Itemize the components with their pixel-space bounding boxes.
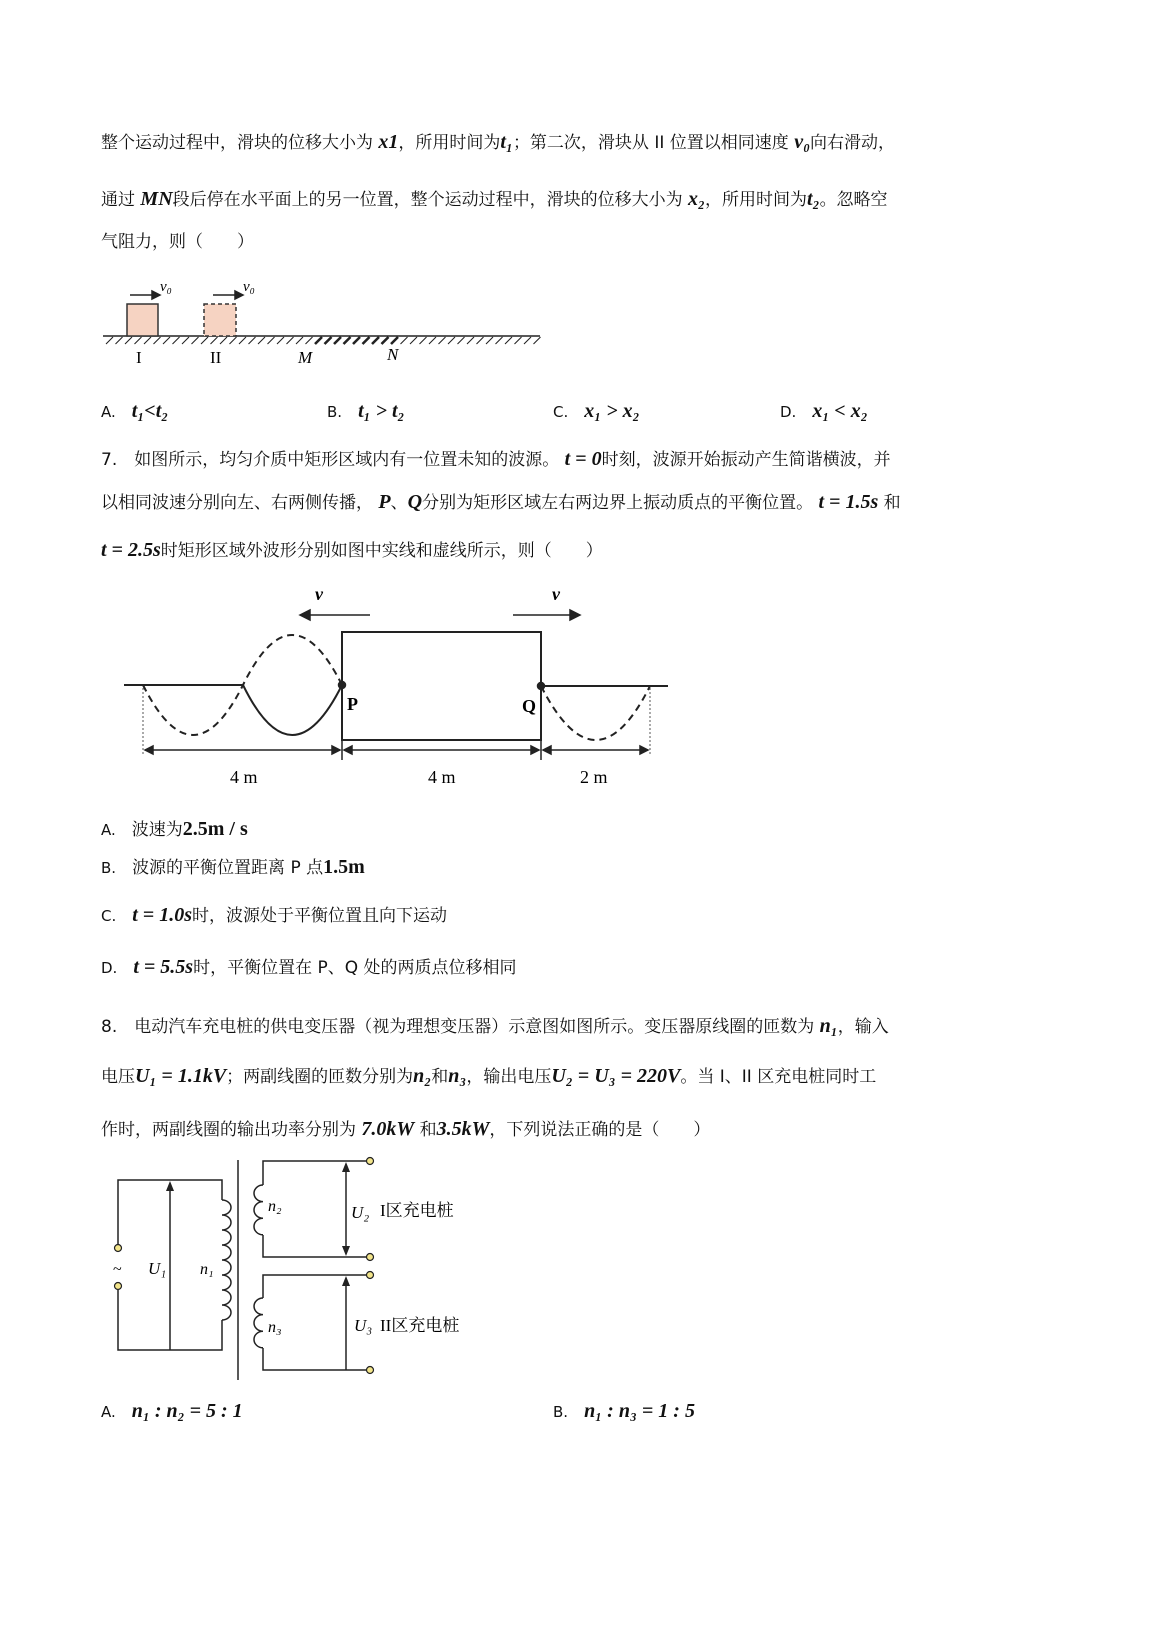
option-label: C.: [101, 907, 117, 925]
option-math: 2.5m / s: [182, 818, 248, 840]
text-segment: ，输入: [837, 1017, 889, 1037]
option-text: n₁ : n₃ = 1 : 5: [584, 1400, 695, 1422]
option-label: A.: [101, 1403, 116, 1421]
option-text: 时，平衡位置在 P、Q 处的两质点位移相同: [193, 958, 517, 978]
option-label: B.: [327, 403, 343, 421]
math-expression: t = 2.5s: [101, 539, 161, 561]
option-label: B.: [101, 859, 117, 877]
text-segment: 、: [390, 493, 408, 513]
secondary-coil-2: [254, 1185, 263, 1235]
option-label: D.: [101, 959, 118, 977]
distance-label-right: 2 m: [580, 767, 608, 787]
math-expression: U₁ = 1.1kV: [135, 1065, 227, 1087]
option-label: A.: [101, 821, 116, 839]
option-text: x₁ > x₂: [584, 400, 640, 422]
math-expression: n₃: [448, 1065, 467, 1087]
point-q-label: Q: [522, 696, 537, 716]
text-segment: ，所用时间为: [398, 133, 501, 153]
option-label: C.: [553, 403, 569, 421]
option-text: 波源的平衡位置距离 P 点: [132, 858, 324, 878]
text-segment: ，下列说法正确的是（ ）: [489, 1120, 711, 1140]
math-expression: t = 1.5s: [818, 491, 879, 513]
option-math: 1.5m: [323, 856, 365, 878]
text-segment: 电压: [101, 1067, 135, 1087]
option-text: n₁ : n₂ = 5 : 1: [131, 1400, 243, 1422]
option-math: t = 5.5s: [133, 956, 194, 978]
distance-label-left: 4 m: [230, 767, 258, 787]
distance-label-middle: 4 m: [428, 767, 456, 787]
zone-1-charger-label: I区充电桩: [380, 1201, 454, 1220]
option-text: x₁ < x₂: [812, 400, 868, 422]
text-segment: 时刻，波源开始振动产生简谐横波，并: [601, 450, 891, 470]
math-expression: n₁: [819, 1015, 838, 1037]
text-segment: ，输出电压: [466, 1067, 552, 1087]
text-segment: 。忽略空: [819, 190, 888, 210]
text-segment: 整个运动过程中，滑块的位移大小为: [101, 133, 379, 153]
text-segment: ；两副线圈的匝数分别为: [226, 1067, 414, 1087]
velocity-label: v₀: [243, 279, 255, 295]
text-segment: 以相同波速分别向左、右两侧传播，: [101, 493, 379, 513]
q8-option-b[interactable]: [553, 1400, 695, 1423]
option-label: A.: [101, 403, 116, 421]
text-segment: 8. 电动汽车充电桩的供电变压器（视为理想变压器）示意图如图所示。变压器原线圈的匝数为: [101, 1017, 820, 1037]
math-expression: MN: [140, 188, 173, 210]
label-n: N: [387, 345, 399, 364]
math-expression: t₁: [500, 131, 513, 153]
label-position-2: II: [210, 348, 222, 367]
math-expression: 1: [388, 131, 399, 153]
zone-2-charger-label: II区充电桩: [380, 1316, 460, 1335]
option-text: t₁<t₂: [131, 400, 169, 422]
text-segment: 作时，两副线圈的输出功率分别为: [101, 1120, 362, 1140]
text-segment: 段后停在水平面上的另一位置，整个运动过程中，滑块的位移大小为: [172, 190, 689, 210]
text-segment: 气阻力，则（ ）: [101, 232, 254, 252]
label-m: M: [298, 348, 313, 367]
text-segment: 和: [878, 493, 901, 513]
option-text: 时，波源处于平衡位置且向下运动: [192, 906, 447, 926]
n1-label: n₁: [200, 1261, 214, 1278]
n2-label: n₂: [268, 1198, 282, 1215]
u2-label: U₂: [351, 1203, 370, 1222]
text-segment: 分别为矩形区域左右两边界上振动质点的平衡位置。: [422, 493, 819, 513]
text-segment: 7. 如图所示，均匀介质中矩形区域内有一位置未知的波源。: [101, 450, 565, 470]
math-expression: n₂: [413, 1065, 432, 1087]
text-segment: 通过: [101, 190, 141, 210]
secondary-coil-3: [254, 1298, 263, 1348]
text-segment: 和: [431, 1067, 449, 1087]
option-text: t₁ > t₂: [358, 400, 405, 422]
text-segment: 时矩形区域外波形分别如图中实线和虚线所示，则（ ）: [160, 541, 603, 561]
math-expression: v₀: [794, 131, 811, 153]
label-position-1: I: [136, 348, 142, 367]
math-expression: Q: [407, 491, 423, 513]
text-segment: 。当 I、II 区充电桩同时工: [680, 1067, 877, 1087]
option-math: t = 1.0s: [132, 904, 192, 926]
u1-label: U₁: [148, 1259, 167, 1278]
math-expression: t₂: [807, 188, 820, 210]
ac-source-symbol: ~: [113, 1261, 122, 1278]
math-expression: P: [378, 491, 391, 513]
math-expression: t = 0: [564, 448, 602, 470]
n3-label: n₃: [268, 1319, 282, 1336]
text-segment: 和: [414, 1120, 437, 1140]
math-expression: 7.0kW: [361, 1118, 415, 1140]
u3-label: U₃: [354, 1316, 373, 1335]
primary-coil: [222, 1200, 231, 1320]
point-p-label: P: [347, 694, 358, 714]
math-expression: U₂ = U₃ = 220V: [551, 1065, 681, 1087]
q8-option-a[interactable]: [101, 1400, 243, 1423]
math-expression: 3.5kW: [436, 1118, 490, 1140]
math-expression: x₂: [688, 188, 706, 210]
text-segment: ；第二次，滑块从 II 位置以相同速度: [512, 133, 795, 153]
option-label: D.: [780, 403, 797, 421]
velocity-label: v₀: [160, 279, 172, 295]
option-label: B.: [553, 1403, 569, 1421]
math-expression: x: [378, 131, 389, 153]
text-segment: ，所用时间为: [705, 190, 808, 210]
text-segment: 向右滑动，: [810, 133, 896, 153]
velocity-label-left: v: [315, 584, 323, 604]
velocity-label-right: v: [552, 584, 560, 604]
option-text: 波速为: [131, 820, 183, 840]
